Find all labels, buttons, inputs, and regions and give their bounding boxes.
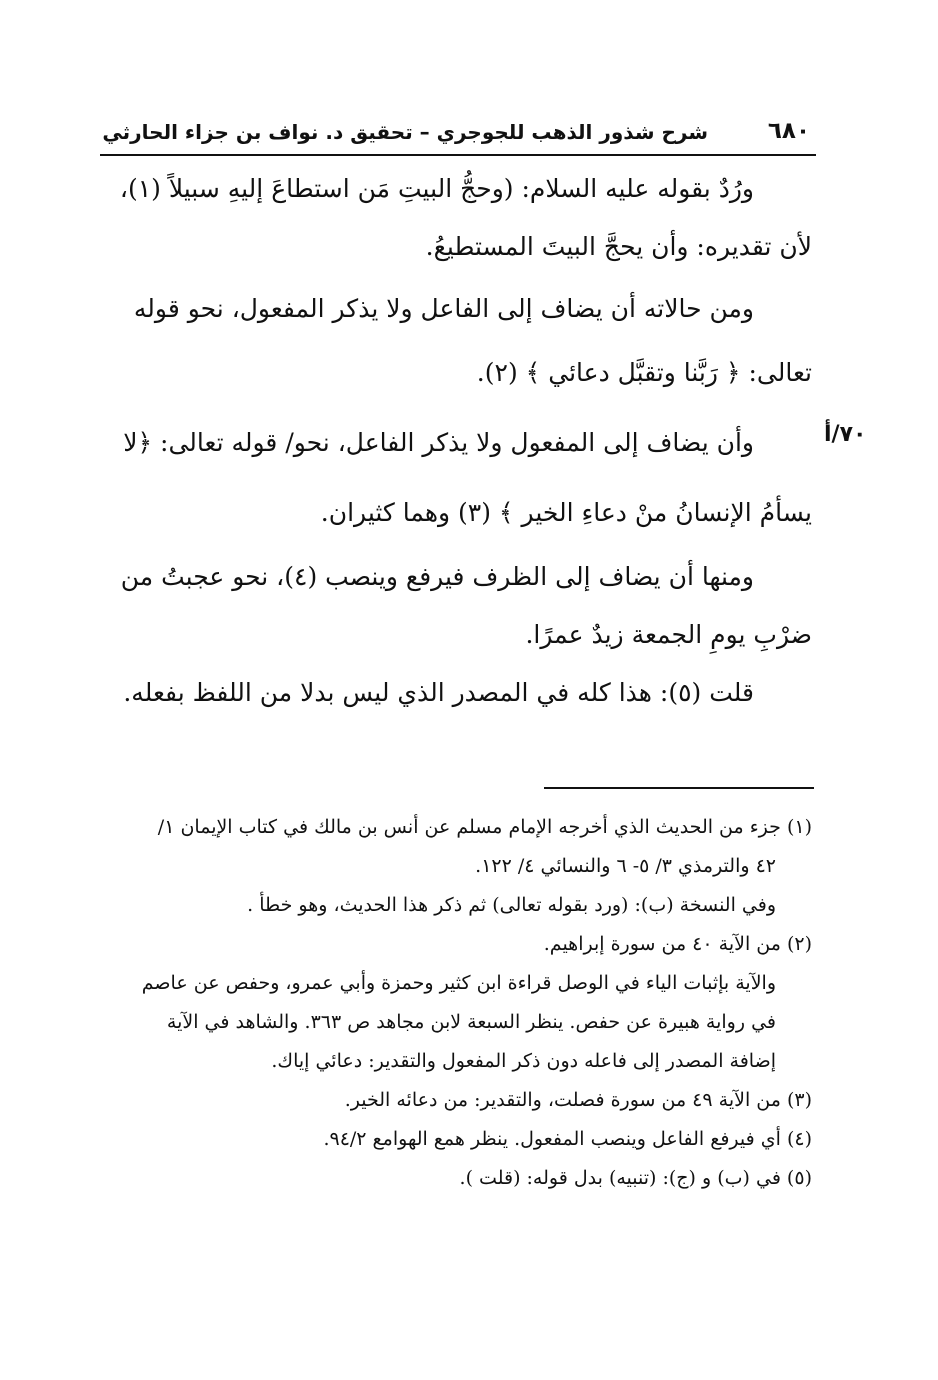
footnote-line: (١) جزء من الحديث الذي أخرجه الإمام مسلم عن أنس بن مالك في كتاب الإيمان ١/: [157, 816, 812, 838]
page-header: [100, 112, 816, 156]
footnote-line: (٢) من الآية ٤٠ من سورة إبراهيم.: [543, 933, 812, 955]
footnote-line: ٤٢ والترمذي ٣/ ٥- ٦ والنسائي ٤/ ١٢٢.: [475, 855, 776, 877]
page-number: ٦٨٠: [767, 118, 810, 144]
footnote-line: في رواية هبيرة عن حفص. ينظر السبعة لابن مجاهد ص ٣٦٣. والشاهد في الآية: [166, 1011, 776, 1033]
manuscript-folio-note: ٧٠/أ: [824, 422, 867, 447]
text-line: ومن حالاته أن يضاف إلى الفاعل ولا يذكر المفعول، نحو قوله: [133, 294, 754, 323]
text-line: ورُدٌ بقوله عليه السلام: (وحجُّ البيتِ مَن استطاعَ إليهِ سبيلاً (١)،: [119, 174, 754, 203]
footnote-line: (٤) أي فيرفع الفاعل وينصب المفعول. ينظر همع الهوامع ٩٤/٢.: [323, 1128, 812, 1150]
footnote-line: وفي النسخة (ب): (ورد بقوله تعالى) ثم ذكر هذا الحديث، وهو خطأ .: [247, 894, 776, 916]
text-line: قلت (٥): هذا كله في المصدر الذي ليس بدلا من اللفظ بفعله.: [123, 678, 754, 707]
text-line: لأن تقديره: وأن يحجَّ البيتَ المستطيعُ.: [425, 232, 812, 261]
footnote-line: (٣) من الآية ٤٩ من سورة فصلت، والتقدير: من دعائه الخير.: [344, 1089, 812, 1111]
text-line: ضرْبِ يومِ الجمعة زيدٌ عمرًا.: [525, 620, 812, 649]
text-line: وأن يضاف إلى المفعول ولا يذكر الفاعل، نحو/ قوله تعالى: ﴿لا: [123, 428, 754, 457]
running-title: شرح شذور الذهب للجوجري – تحقيق د. نواف بن جزاء الحارثي: [102, 120, 708, 144]
footnote-line: والآية بإثبات الياء في الوصل قراءة ابن كثير وحمزة وأبي عمرو، وحفص عن عاصم: [141, 972, 776, 994]
main-text: [100, 160, 812, 722]
text-line: تعالى: ﴿ رَبَّنا وتقبَّل دعائي ﴾ (٢).: [476, 358, 812, 387]
footnote-line: (٥) في (ب) و (ج): (تنبيه) بدل قوله: (قلت ).: [459, 1167, 812, 1189]
footnotes: [100, 808, 812, 1198]
footnote-line: إضافة المصدر إلى فاعله دون ذكر المفعول والتقدير: دعائي إياك.: [271, 1050, 776, 1072]
text-line: ومنها أن يضاف إلى الظرف فيرفع وينصب (٤)، نحو عجبتُ من: [120, 562, 754, 591]
text-line: يسأمُ الإنسانُ منْ دعاءِ الخير ﴾ (٣) وهما كثيران.: [320, 498, 812, 527]
footnote-separator: [544, 787, 814, 789]
